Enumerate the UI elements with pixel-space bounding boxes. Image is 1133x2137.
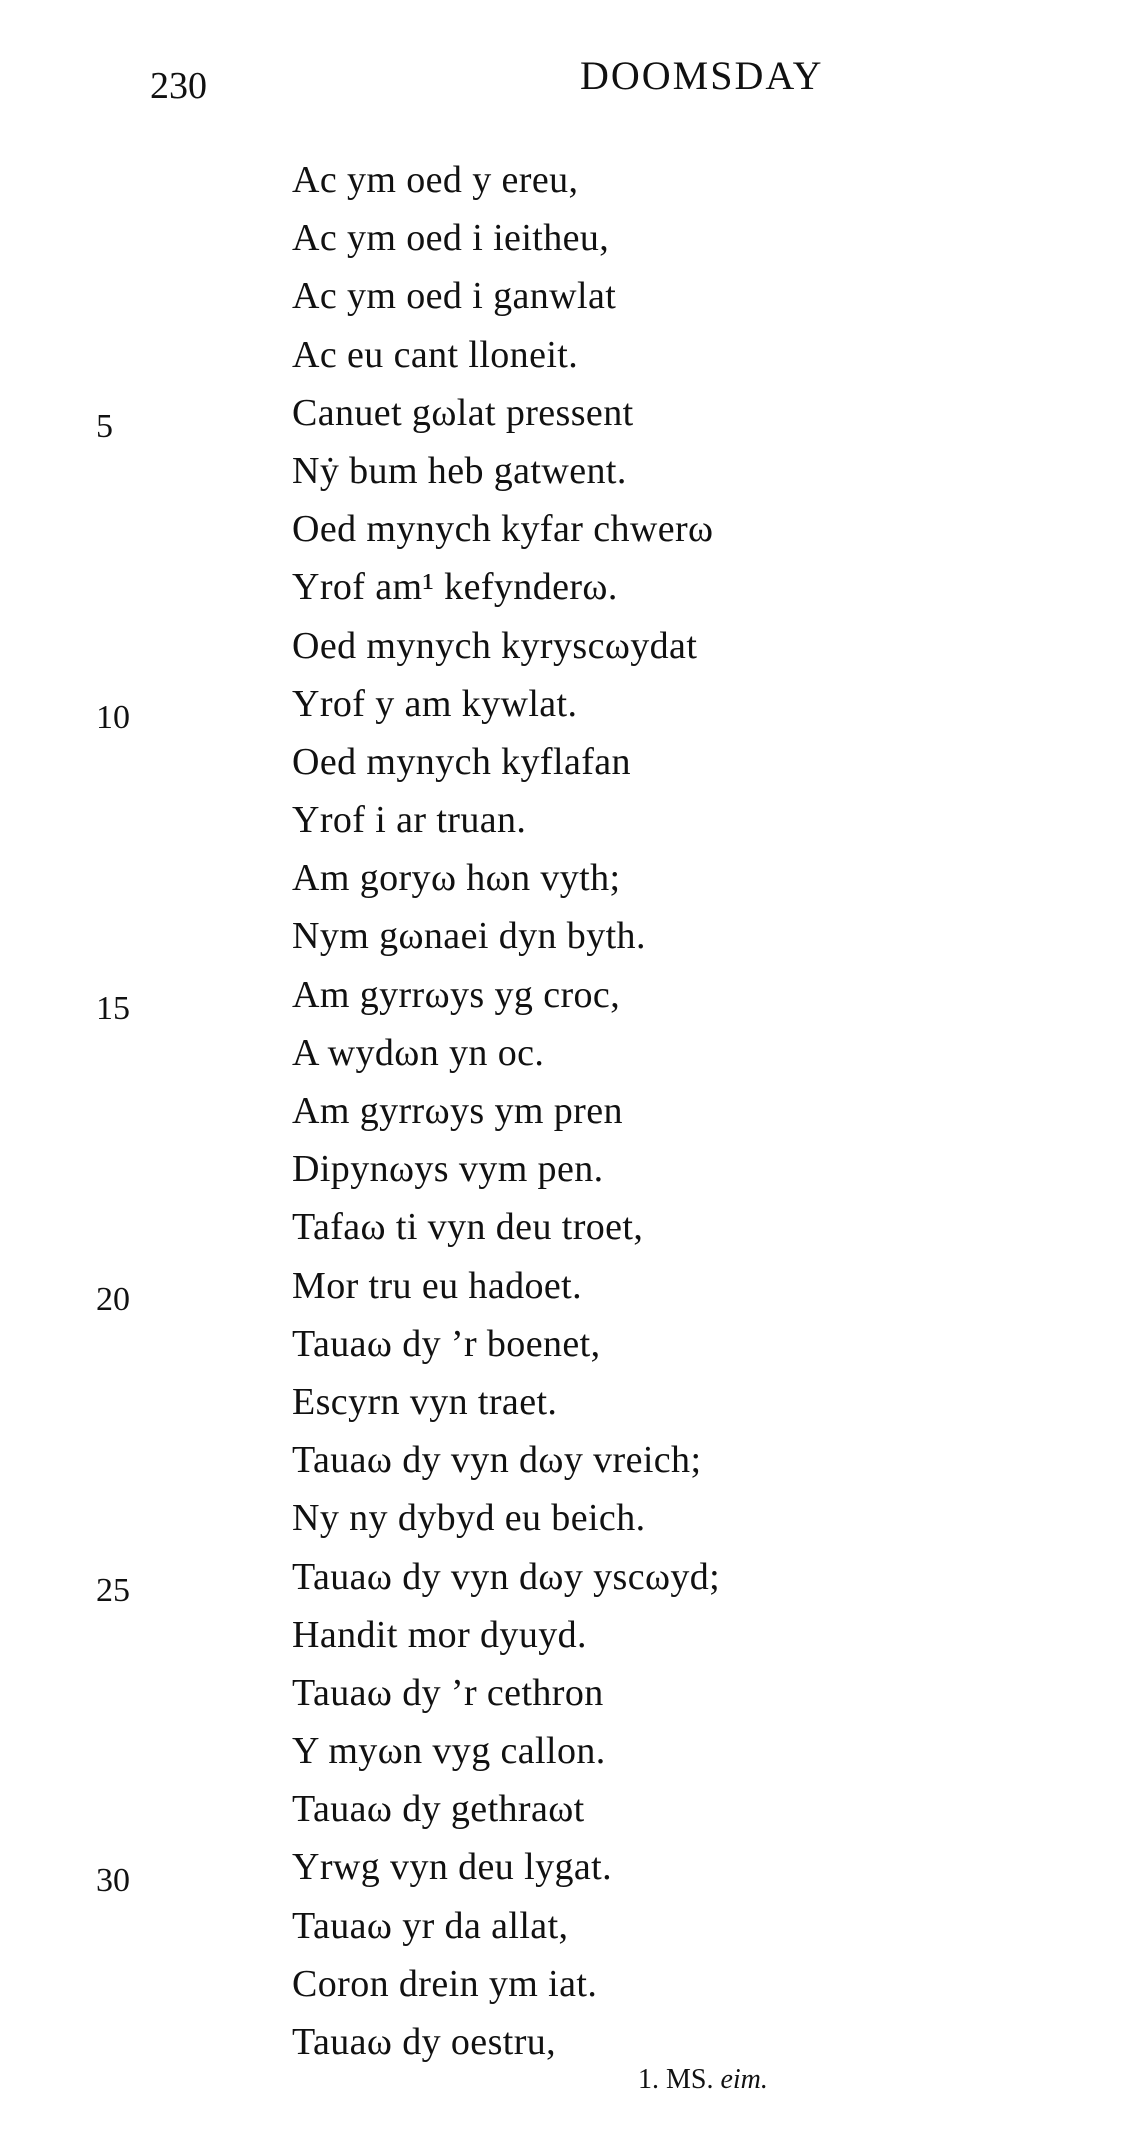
verse-text: Ny ny dybyd eu beich. — [292, 1497, 646, 1540]
verse-text: Yrof y am kywlat. — [292, 682, 578, 725]
line-number: 30 — [96, 1862, 130, 1900]
verse-line — [0, 326, 1133, 384]
running-title: DOOMSDAY — [580, 53, 824, 98]
verse-line — [0, 1257, 1133, 1318]
verse-text: Canuet gωlat pressent — [292, 391, 634, 434]
verse-line — [0, 558, 1133, 616]
line-number: 10 — [96, 698, 130, 736]
verse-text: Oed mynych kyfar chwerω — [292, 508, 714, 551]
line-number: 25 — [96, 1571, 130, 1609]
verse-text: Tauaω yr da allat, — [292, 1904, 569, 1947]
verse-line — [0, 733, 1133, 791]
verse-line — [0, 267, 1133, 325]
verse-text: Tafaω ti vyn deu troet, — [292, 1206, 644, 1249]
verse-line — [0, 1606, 1133, 1664]
verse-line — [0, 966, 1133, 1027]
footnote-reading: eim. — [720, 2064, 768, 2095]
verse-text: Mor tru eu hadoet. — [292, 1264, 583, 1307]
verse-line — [0, 1548, 1133, 1609]
verse-text: Tauaω dy vyn dωy vreich; — [292, 1439, 702, 1482]
verse-text: Ac ym oed y ereu, — [292, 159, 579, 201]
verse-line — [0, 1315, 1133, 1373]
verse-line — [0, 1198, 1133, 1256]
verse-line — [0, 1897, 1133, 1955]
verse-text: Am gyrrωys ym pren — [292, 1090, 623, 1132]
verse-line — [0, 1024, 1133, 1082]
verse-line — [0, 442, 1133, 500]
verse-line — [0, 907, 1133, 965]
verse-text: Nẏ bum heb gatwent. — [292, 449, 627, 492]
verse-text: Ac eu cant lloneit. — [292, 333, 579, 376]
verse-line — [0, 1722, 1133, 1780]
page-number: 230 — [150, 65, 207, 107]
verse-line — [0, 384, 1133, 445]
verse-text: Coron drein ym iat. — [292, 1962, 598, 2005]
verse-line — [0, 1780, 1133, 1838]
verse-line — [0, 151, 1133, 209]
verse-text: A wydωn yn oc. — [292, 1031, 545, 1074]
verse-line — [0, 617, 1133, 675]
verse-line — [0, 1431, 1133, 1489]
verse-text: Dipynωys vym pen. — [292, 1148, 604, 1191]
verse-text: Oed mynych kyryscωydat — [292, 624, 698, 667]
verse-text: Nym gωnaei dyn byth. — [292, 915, 646, 958]
footnote — [638, 2060, 768, 2100]
verse-line — [0, 1373, 1133, 1431]
verse-text: Am goryω hωn vyth; — [292, 857, 621, 900]
verse-line — [0, 209, 1133, 267]
verse-text: Ac ym oed i ganwlat — [292, 275, 617, 318]
verse-line — [0, 1082, 1133, 1140]
verse-text: Tauaω dy vyn dωy yscωyd; — [292, 1555, 721, 1598]
verse-line — [0, 1664, 1133, 1722]
poem-text — [0, 151, 1133, 2071]
verse-text: Yrwg vyn deu lygat. — [292, 1846, 612, 1889]
verse-line — [0, 1489, 1133, 1547]
verse-text: Escyrn vyn traet. — [292, 1380, 558, 1423]
verse-text: Tauaω dy gethraωt — [292, 1788, 585, 1831]
verse-text: Y myωn vyg callon. — [292, 1730, 606, 1773]
line-number: 15 — [96, 989, 130, 1027]
verse-line — [0, 849, 1133, 907]
verse-line — [0, 1955, 1133, 2013]
footnote-marker: 1. MS. — [638, 2064, 714, 2095]
verse-line — [0, 2013, 1133, 2071]
verse-text: Am gyrrωys yg croc, — [292, 973, 621, 1016]
verse-text: Ac ym oed i ieitheu, — [292, 217, 610, 260]
verse-line — [0, 500, 1133, 558]
line-number: 5 — [96, 407, 113, 445]
verse-text: Yrof i ar truan. — [292, 799, 527, 842]
verse-line — [0, 1838, 1133, 1900]
line-number: 20 — [96, 1280, 130, 1318]
verse-text: Oed mynych kyflafan — [292, 740, 631, 783]
verse-text: Tauaω dy ’r cethron — [292, 1671, 604, 1714]
verse-line — [0, 1140, 1133, 1198]
verse-line — [0, 675, 1133, 736]
verse-text: Yrof am¹ kefynderω. — [292, 566, 618, 609]
verse-text: Handit mor dyuyd. — [292, 1613, 587, 1656]
verse-text: Tauaω dy ’r boenet, — [292, 1322, 601, 1365]
verse-text: Tauaω dy oestru, — [292, 2021, 557, 2063]
verse-line — [0, 791, 1133, 849]
